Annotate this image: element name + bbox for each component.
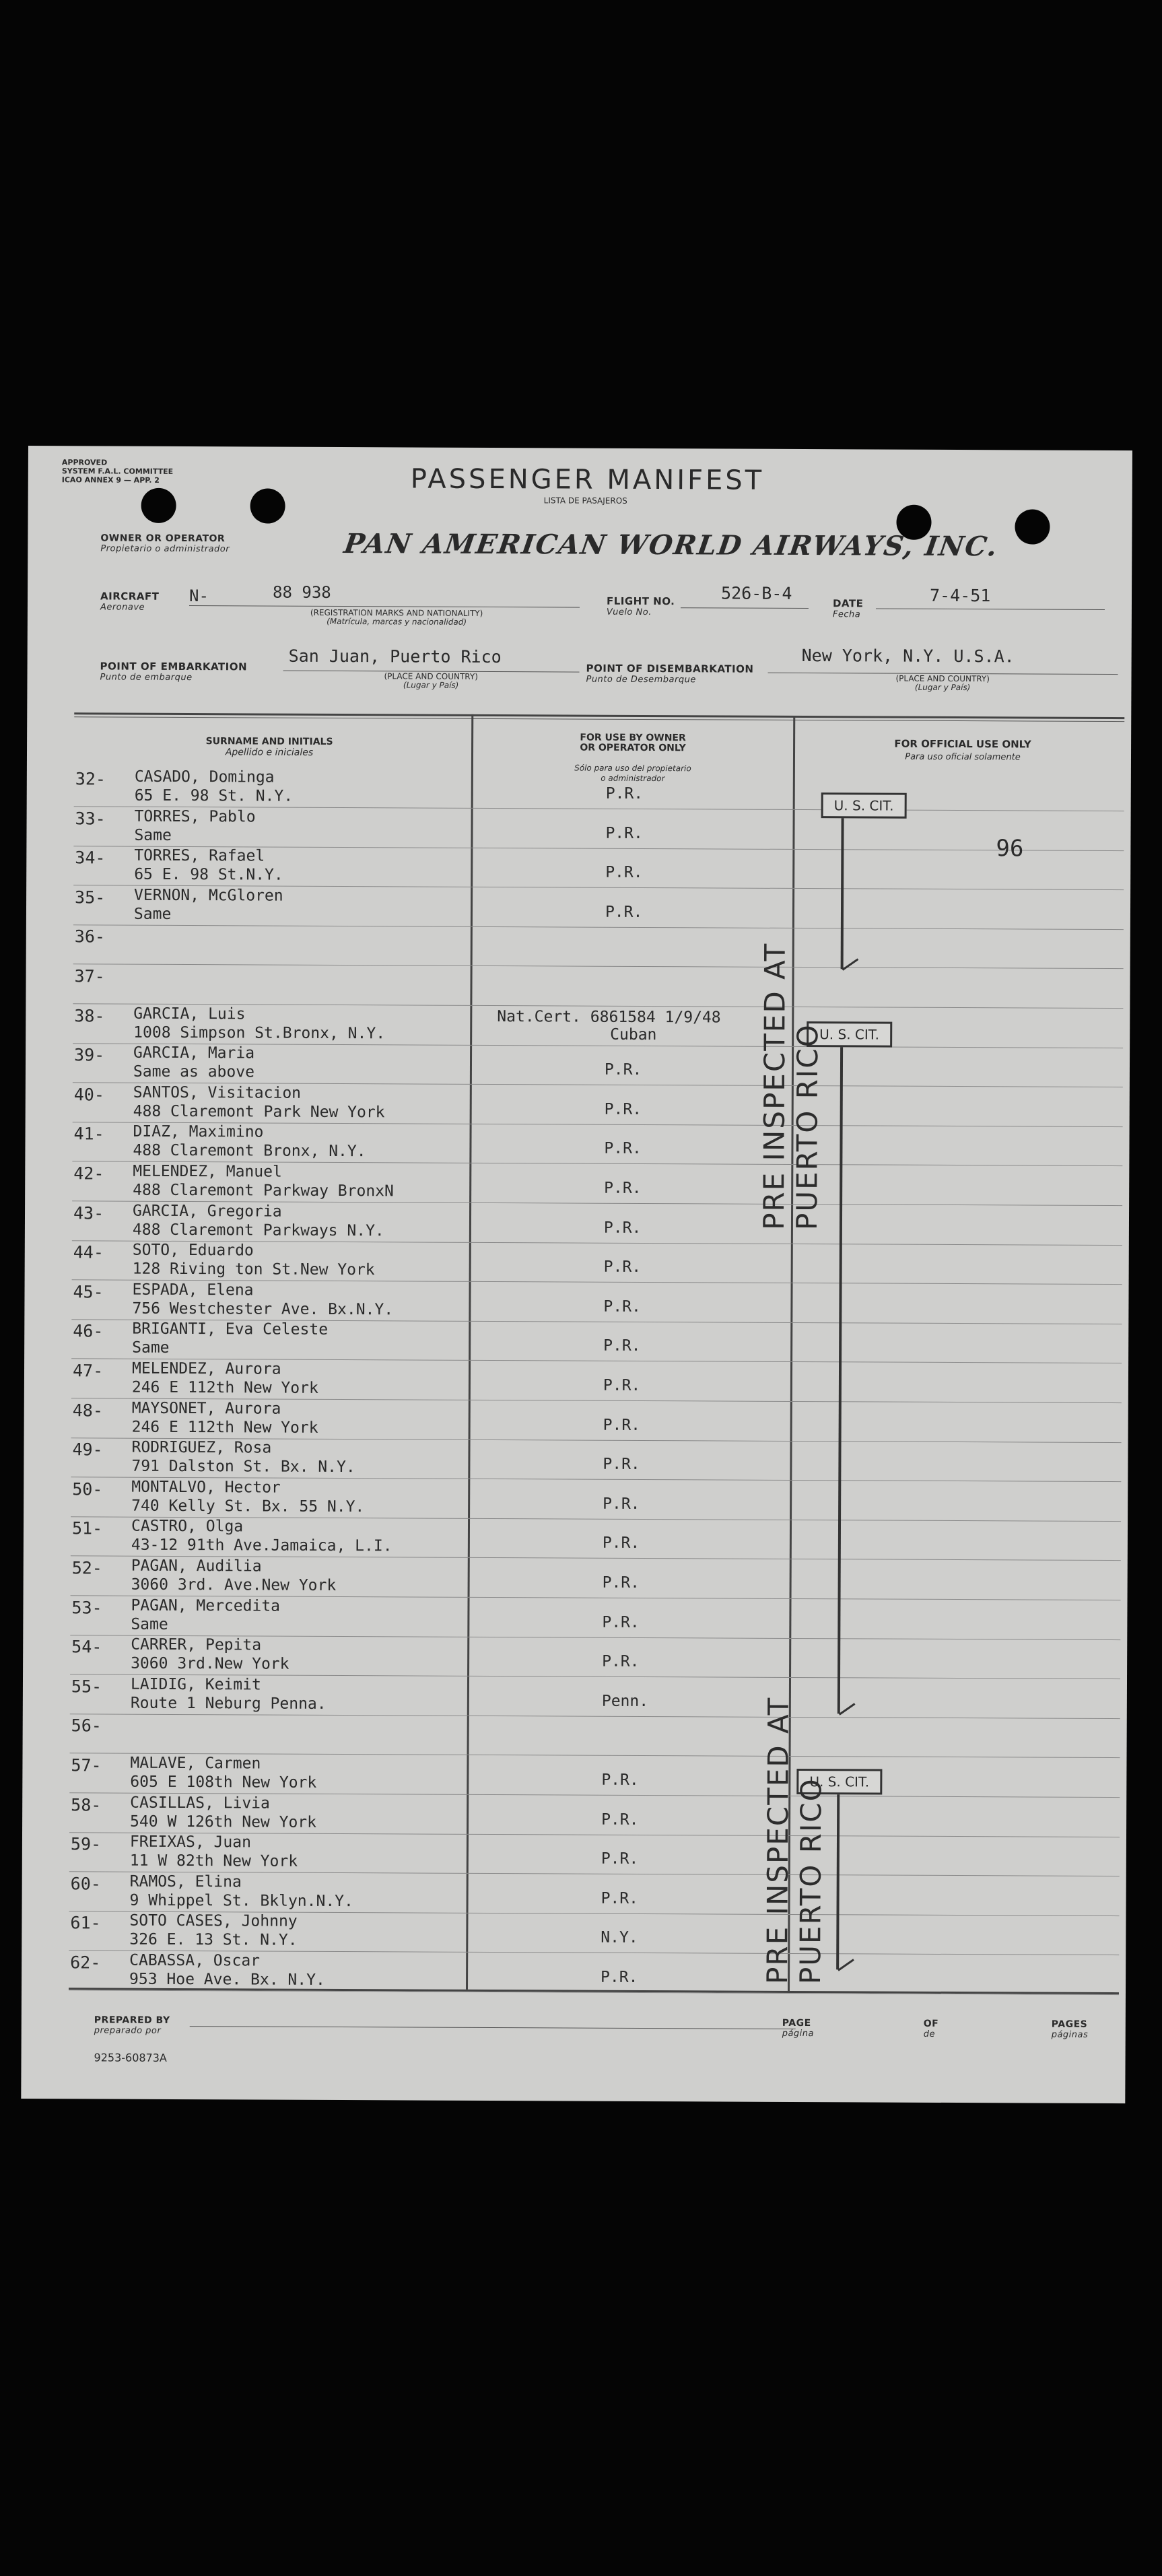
registration-caption bbox=[310, 609, 483, 627]
row-number: 58- bbox=[71, 1795, 102, 1815]
row-number: 43- bbox=[73, 1203, 104, 1223]
passenger-name: GARCIA, Luis bbox=[133, 1005, 246, 1023]
flight-number: 526-B-4 bbox=[720, 583, 792, 603]
row-number: 60- bbox=[70, 1874, 101, 1894]
row-number: 41- bbox=[73, 1124, 104, 1144]
passenger-address: 246 E 112th New York bbox=[131, 1418, 318, 1437]
check-mark bbox=[838, 1959, 854, 1971]
passenger-name: BRIGANTI, Eva Celeste bbox=[132, 1320, 329, 1338]
passenger-address: 488 Claremont Parkway BronxN bbox=[133, 1181, 394, 1200]
disembark-place: New York, N.Y. U.S.A. bbox=[801, 646, 1015, 667]
column-head-surname bbox=[155, 736, 384, 758]
row-number: 44- bbox=[73, 1242, 104, 1262]
passenger-name: MAYSONET, Aurora bbox=[131, 1399, 281, 1418]
column-head-operator bbox=[498, 722, 767, 784]
passenger-name: CASILLAS, Livia bbox=[130, 1794, 270, 1812]
pages-label-es: páginas bbox=[1051, 2029, 1089, 2040]
passenger-address: 488 Claremont Bronx, N.Y. bbox=[133, 1141, 366, 1161]
row-number: 35- bbox=[75, 887, 106, 908]
passenger-address: Same bbox=[133, 905, 172, 923]
operator-note: P.R. bbox=[601, 1889, 639, 1907]
passenger-name: CARRER, Pepita bbox=[131, 1635, 262, 1654]
row-number: 50- bbox=[72, 1479, 103, 1499]
operator-note: P.R. bbox=[604, 1060, 642, 1079]
operator-note: P.R. bbox=[604, 1100, 642, 1118]
bracket-line bbox=[838, 1047, 843, 1714]
operator-note: P.R. bbox=[604, 1179, 642, 1197]
row-number: 52- bbox=[71, 1558, 102, 1578]
passenger-name: PAGAN, Audilia bbox=[131, 1557, 262, 1575]
pages-label-en: PAGES bbox=[1051, 2019, 1088, 2030]
passenger-name: FREIXAS, Juan bbox=[129, 1833, 252, 1852]
passenger-address: 540 W 126th New York bbox=[130, 1812, 317, 1831]
flight-label-en: FLIGHT NO. bbox=[606, 595, 675, 608]
operator-note: P.R. bbox=[601, 1850, 639, 1868]
passenger-address: 128 Riving ton St.New York bbox=[132, 1260, 375, 1279]
passenger-name: MALAVE, Carmen bbox=[130, 1754, 261, 1773]
of-label-en: OF bbox=[923, 2018, 939, 2029]
operator-note: P.R. bbox=[603, 1336, 641, 1355]
passenger-address: Same bbox=[134, 826, 172, 844]
passenger-address: 3060 3rd. Ave.New York bbox=[131, 1575, 337, 1595]
row-number: 36- bbox=[74, 926, 106, 947]
aircraft-registration: 88 938 bbox=[272, 582, 331, 602]
column-head-surname-es: Apellido e iniciales bbox=[225, 747, 314, 758]
operator-note: P.R. bbox=[603, 1297, 641, 1316]
registration-caption-es: (Matrícula, marcas y nacionalidad) bbox=[327, 616, 467, 627]
row-number: 34- bbox=[75, 848, 106, 868]
passenger-name: MELENDEZ, Aurora bbox=[131, 1359, 281, 1378]
column-head-official-es: Para uso oficial solamente bbox=[905, 751, 1021, 763]
prepared-label-en: PREPARED BY bbox=[94, 2014, 170, 2026]
operator-note: P.R. bbox=[604, 1139, 642, 1157]
prepared-underline bbox=[190, 2026, 796, 2029]
operator-note: P.R. bbox=[602, 1534, 640, 1552]
of-label bbox=[924, 2019, 939, 2039]
passenger-name: PAGAN, Mercedita bbox=[131, 1596, 281, 1615]
embark-label-en: POINT OF EMBARKATION bbox=[100, 660, 248, 673]
disembark-label-es: Punto de Desembarque bbox=[586, 674, 696, 685]
passenger-address: 65 E. 98 St.N.Y. bbox=[134, 865, 283, 884]
aircraft-label-es: Aeronave bbox=[100, 602, 145, 613]
passenger-name: VERNON, McGloren bbox=[134, 886, 283, 905]
passenger-name: GARCIA, Maria bbox=[133, 1044, 255, 1062]
bracket-line bbox=[841, 818, 844, 969]
passenger-address: 65 E. 98 St. N.Y. bbox=[134, 786, 294, 805]
passenger-name: TORRES, Rafael bbox=[134, 846, 265, 865]
date-label-en: DATE bbox=[832, 597, 864, 610]
passenger-address: 953 Hoe Ave. Bx. N.Y. bbox=[129, 1970, 325, 1989]
row-number: 53- bbox=[71, 1598, 102, 1618]
disembark-label-en: POINT OF DISEMBARKATION bbox=[586, 662, 754, 675]
bracket-line bbox=[836, 1794, 840, 1969]
form-title: PASSENGER MANIFEST bbox=[410, 463, 765, 496]
embark-place: San Juan, Puerto Rico bbox=[288, 646, 502, 667]
column-head-official bbox=[835, 737, 1091, 763]
aircraft-label bbox=[100, 590, 160, 612]
passenger-name: CASTRO, Olga bbox=[131, 1517, 244, 1536]
disembark-label bbox=[586, 663, 753, 685]
operator-note: P.R. bbox=[605, 784, 644, 803]
passenger-name: SOTO, Eduardo bbox=[132, 1241, 254, 1260]
passenger-address: 326 E. 13 St. N.Y. bbox=[129, 1930, 298, 1949]
operator-note: P.R. bbox=[603, 1219, 642, 1237]
passenger-name: CABASSA, Oscar bbox=[129, 1951, 261, 1970]
passenger-address: 9 Whippel St. Bklyn.N.Y. bbox=[129, 1891, 353, 1911]
operator-note: Penn. bbox=[601, 1692, 649, 1711]
row-number: 33- bbox=[75, 809, 106, 829]
pages-label bbox=[1052, 2019, 1089, 2040]
row-rule bbox=[73, 924, 1124, 930]
passenger-address: 43-12 91th Ave.Jamaica, L.I. bbox=[131, 1536, 392, 1555]
operator-note: P.R. bbox=[602, 1573, 640, 1592]
prepared-label-es: preparado por bbox=[94, 2025, 162, 2036]
airline-name: PAN AMERICAN WORLD AIRWAYS, INC. bbox=[341, 528, 1001, 563]
aircraft-label-en: AIRCRAFT bbox=[100, 590, 160, 603]
passenger-name: SANTOS, Visitacion bbox=[133, 1083, 302, 1102]
passenger-address: 246 E 112th New York bbox=[131, 1378, 318, 1397]
column-head-official-en: FOR OFFICIAL USE ONLY bbox=[894, 737, 1031, 751]
punch-hole bbox=[250, 488, 285, 523]
table-top-rule bbox=[74, 712, 1124, 719]
operator-note: P.R. bbox=[605, 824, 643, 842]
registration-caption-en: (REGISTRATION MARKS AND NATIONALITY) bbox=[310, 607, 483, 618]
embark-label bbox=[100, 660, 247, 683]
passenger-address: 488 Claremont Park New York bbox=[133, 1102, 385, 1122]
row-number: 49- bbox=[72, 1439, 103, 1460]
passenger-address: Same bbox=[132, 1338, 170, 1357]
us-citizen-stamp: U. S. CIT. bbox=[821, 792, 907, 819]
owner-label bbox=[100, 533, 230, 554]
passenger-address: 605 E 108th New York bbox=[130, 1773, 317, 1792]
punch-hole bbox=[141, 488, 176, 523]
row-number: 51- bbox=[71, 1518, 103, 1538]
row-number: 48- bbox=[72, 1400, 103, 1421]
operator-note: P.R. bbox=[602, 1652, 640, 1670]
check-mark bbox=[842, 958, 859, 970]
embark-label-es: Punto de embarque bbox=[100, 672, 193, 683]
passenger-address: 11 W 82th New York bbox=[129, 1852, 298, 1870]
row-number: 61- bbox=[70, 1913, 101, 1933]
date-label-es: Fecha bbox=[832, 609, 861, 620]
operator-note: P.R. bbox=[603, 1416, 641, 1434]
page-label bbox=[782, 2018, 814, 2039]
us-citizen-stamp: U. S. CIT. bbox=[796, 1769, 882, 1795]
row-number: 47- bbox=[72, 1361, 104, 1381]
column-head-operator-es: Sólo para uso del propietario o administrador bbox=[574, 763, 691, 784]
operator-note: P.R. bbox=[605, 903, 643, 921]
passenger-name: TORRES, Pablo bbox=[134, 807, 256, 826]
operator-note: P.R. bbox=[601, 1810, 639, 1829]
row-number: 62- bbox=[70, 1953, 101, 1973]
passenger-name: MELENDEZ, Manuel bbox=[133, 1162, 282, 1181]
embark-place-caption bbox=[384, 672, 478, 690]
passenger-name: ESPADA, Elena bbox=[132, 1281, 254, 1299]
pre-inspected-stamp: PRE INSPECTED AT PUERTO RICO bbox=[761, 1696, 828, 1985]
owner-label-es: Propietario o administrador bbox=[100, 543, 230, 555]
aircraft-underline bbox=[189, 605, 580, 608]
passenger-address: 756 Westchester Ave. Bx.N.Y. bbox=[132, 1299, 394, 1319]
page-label-es: página bbox=[782, 2028, 815, 2039]
us-citizen-stamp: U. S. CIT. bbox=[807, 1021, 892, 1048]
row-number: 40- bbox=[73, 1085, 105, 1105]
row-number: 54- bbox=[71, 1637, 102, 1657]
operator-note: P.R. bbox=[603, 1455, 640, 1473]
passenger-address: 1008 Simpson St.Bronx, N.Y. bbox=[133, 1023, 386, 1043]
column-head-operator-en: FOR USE BY OWNER OR OPERATOR ONLY bbox=[580, 732, 686, 754]
page-label-en: PAGE bbox=[782, 2017, 811, 2029]
count-note: 96 bbox=[996, 835, 1024, 862]
form-number: 9253-60873A bbox=[94, 2051, 167, 2064]
embark-caption-en: (PLACE AND COUNTRY) bbox=[384, 671, 478, 681]
flight-label bbox=[607, 595, 675, 617]
row-number: 38- bbox=[74, 1006, 105, 1026]
row-rule bbox=[70, 1714, 1120, 1719]
row-number: 57- bbox=[71, 1755, 102, 1775]
passenger-name: DIAZ, Maximino bbox=[133, 1122, 264, 1141]
aircraft-prefix: N- bbox=[189, 586, 209, 606]
passenger-name: GARCIA, Gregoria bbox=[132, 1202, 282, 1221]
form-subtitle: LISTA DE PASAJEROS bbox=[543, 496, 627, 506]
disembark-caption-en: (PLACE AND COUNTRY) bbox=[895, 673, 990, 684]
passenger-address: Same bbox=[131, 1615, 168, 1633]
disembark-caption-es: (Lugar y País) bbox=[914, 682, 971, 693]
row-number: 59- bbox=[70, 1834, 102, 1854]
row-number: 55- bbox=[71, 1676, 102, 1697]
operator-note: P.R. bbox=[603, 1495, 640, 1513]
operator-note: P.R. bbox=[601, 1968, 638, 1986]
embark-caption-es: (Lugar y País) bbox=[403, 680, 459, 690]
operator-note: P.R. bbox=[601, 1771, 639, 1789]
column-head-surname-en: SURNAME AND INITIALS bbox=[205, 736, 333, 747]
pre-inspected-stamp: PRE INSPECTED AT PUERTO RICO bbox=[757, 942, 825, 1231]
row-number: 32- bbox=[75, 769, 106, 789]
row-rule bbox=[73, 963, 1124, 969]
passenger-address: 791 Dalston St. Bx. N.Y. bbox=[131, 1457, 355, 1477]
operator-note: N.Y. bbox=[601, 1928, 638, 1946]
row-number: 39- bbox=[73, 1045, 105, 1065]
row-number: 46- bbox=[73, 1321, 104, 1341]
row-number: 56- bbox=[71, 1716, 102, 1736]
passenger-address: Same as above bbox=[133, 1062, 255, 1081]
passenger-name: SOTO CASES, Johnny bbox=[129, 1911, 298, 1930]
approval-note: APPROVED SYSTEM F.A.L. COMMITTEE ICAO ANNEX 9 — APP. 2 bbox=[61, 458, 174, 485]
disembark-place-caption bbox=[895, 675, 990, 693]
flight-underline bbox=[681, 607, 809, 609]
row-number: 45- bbox=[73, 1282, 104, 1302]
operator-note: P.R. bbox=[603, 1376, 641, 1394]
passenger-name: MONTALVO, Hector bbox=[131, 1478, 281, 1497]
passenger-name: RAMOS, Elina bbox=[129, 1872, 242, 1891]
passenger-name: LAIDIG, Keimit bbox=[130, 1675, 261, 1694]
punch-hole bbox=[1015, 509, 1050, 544]
operator-note: P.R. bbox=[603, 1258, 642, 1276]
owner-label-en: OWNER OR OPERATOR bbox=[100, 533, 226, 545]
prepared-label bbox=[94, 2014, 170, 2035]
manifest-sheet bbox=[21, 446, 1132, 2103]
column-divider-1 bbox=[466, 714, 473, 1990]
operator-note-nationality: Cuban bbox=[610, 1025, 657, 1044]
passenger-name: RODRIGUEZ, Rosa bbox=[131, 1438, 272, 1457]
passenger-name: CASADO, Dominga bbox=[134, 768, 275, 786]
operator-note: Nat.Cert. 6861584 1/9/48 bbox=[497, 1008, 721, 1027]
of-label-es: de bbox=[923, 2029, 936, 2039]
check-mark bbox=[839, 1703, 856, 1715]
passenger-address: 740 Kelly St. Bx. 55 N.Y. bbox=[131, 1497, 365, 1516]
operator-note: P.R. bbox=[605, 863, 643, 881]
row-number: 42- bbox=[73, 1163, 104, 1184]
date-label bbox=[833, 597, 864, 619]
passenger-address: Route 1 Neburg Penna. bbox=[130, 1694, 327, 1713]
passenger-address: 488 Claremont Parkways N.Y. bbox=[132, 1221, 384, 1240]
flight-date: 7-4-51 bbox=[929, 585, 991, 606]
date-underline bbox=[876, 608, 1105, 609]
row-number: 37- bbox=[74, 966, 105, 986]
operator-note: P.R. bbox=[602, 1613, 640, 1631]
passenger-address: 3060 3rd.New York bbox=[131, 1654, 289, 1673]
flight-label-es: Vuelo No. bbox=[606, 607, 652, 618]
